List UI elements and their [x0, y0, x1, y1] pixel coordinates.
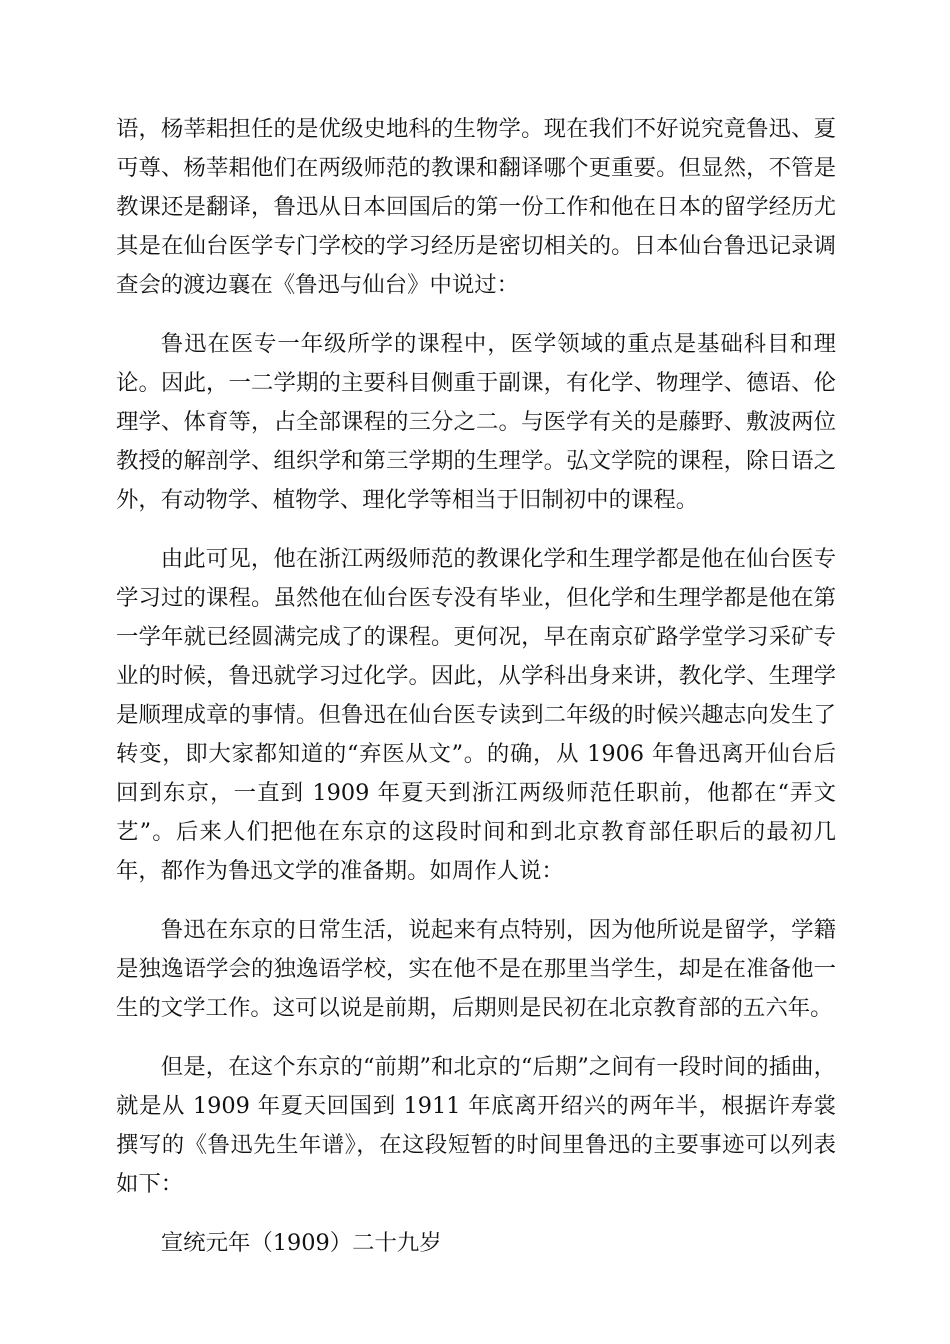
chronology-entry: 宣统元年（1909）二十九岁 — [160, 1230, 442, 1256]
quote-paragraph-1: 鲁迅在医专一年级所学的课程中，医学领域的重点是基础科目和理论。因此，一二学期的主要科目侧重于副课，有化学、物理学、德语、伦理学、体育等，占全部课程的三分之二。与医学有关的是藤野、敷波两位教授的解剖学、组织学和第三学期的生理学。弘文学院的课程，除日语之外，有动物学、植物学、理化学等相当于旧制初中的课程。 — [116, 331, 836, 513]
paragraph-3: 但是，在这个东京的“前期”和北京的“后期”之间有一段时间的插曲，就是从 1909 年夏天回国到 1911 年底离开绍兴的两年半，根据许寿裳撰写的《鲁迅先生年谱》，在这段短暂的时间里鲁迅的主要事迹可以列表如下： — [116, 1054, 836, 1197]
body-text — [116, 110, 836, 1283]
paragraph-1: 语，杨莘耜担任的是优级史地科的生物学。现在我们不好说究竟鲁迅、夏丏尊、杨莘耜他们在两级师范的教课和翻译哪个更重要。但显然，不管是教课还是翻译，鲁迅从日本回国后的第一份工作和他在日本的留学经历尤其是在仙台医学专门学校的学习经历是密切相关的。日本仙台鲁迅记录调查会的渡边襄在《鲁迅与仙台》中说过： — [116, 116, 836, 298]
quote-paragraph-2: 鲁迅在东京的日常生活，说起来有点特别，因为他所说是留学，学籍是独逸语学会的独逸语学校，实在他不是在那里当学生，却是在准备他一生的文学工作。这可以说是前期，后期则是民初在北京教育部的五六年。 — [116, 917, 836, 1021]
paragraph-2: 由此可见，他在浙江两级师范的教课化学和生理学都是他在仙台医专学习过的课程。虽然他在仙台医专没有毕业，但化学和生理学都是他在第一学年就已经圆满完成了的课程。更何况，早在南京矿路学堂学习采矿专业的时候，鲁迅就学习过化学。因此，从学科出身来讲，教化学、生理学是顺理成章的事情。但鲁迅在仙台医专读到二年级的时候兴趣志向发生了转变，即大家都知道的“弃医从文”。的确，从 1906 年鲁迅离开仙台后回到东京，一直到 1909 年夏天到浙江两级师范任职前，他都在“弄文艺”。后来人们把他在东京的这段时间和到北京教育部任职后的最初几年，都作为鲁迅文学的准备期。如周作人说： — [116, 546, 836, 884]
